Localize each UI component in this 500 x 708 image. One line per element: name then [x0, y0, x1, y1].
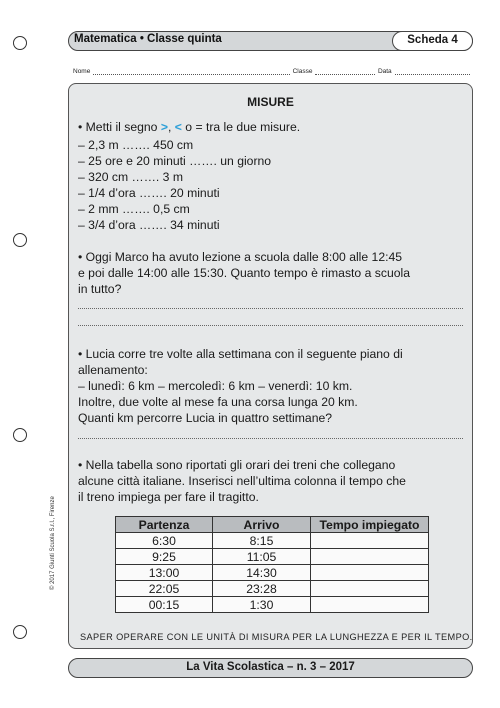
binder-hole-upper-middle [13, 233, 27, 247]
arrival-cell: 8:15 [213, 533, 311, 549]
copyright-notice: © 2017 Giunti Scuola S.r.l., Firenze [50, 496, 56, 590]
table-row [116, 533, 429, 549]
exercise-1-item: – 320 cm ……. 3 m [78, 170, 183, 184]
name-label: Nome [73, 68, 91, 75]
student-info-line [73, 68, 473, 75]
departure-cell: 22:05 [116, 581, 213, 597]
exercise-1-instruction: • Metti il segno >, < o = tra le due misure. [78, 120, 301, 134]
exercise-1-item: – 2 mm ……. 0,5 cm [78, 202, 190, 216]
worksheet-title: MISURE [247, 95, 294, 109]
departure-cell: 9:25 [116, 549, 213, 565]
sheet-number-tab: Scheda 4 [392, 31, 473, 51]
exercise-4-instruction: • Nella tabella sono riportati gli orari dei treni che collegano alcune città italiane. Inserisci nell’ultima colonna il tempo che il treno impiega per fare il tragitto. [78, 458, 406, 504]
departure-cell: 13:00 [116, 565, 213, 581]
time-taken-cell[interactable] [311, 581, 429, 597]
greater-than-sign: > [160, 120, 168, 134]
table-row [116, 549, 429, 565]
arrival-cell: 11:05 [213, 549, 311, 565]
departure-header: Partenza [116, 517, 213, 533]
exercise-1-item: – 1/4 d’ora ……. 20 minuti [78, 186, 220, 200]
binder-hole-bottom [13, 625, 27, 639]
departure-cell: 00:15 [116, 597, 213, 613]
date-label: Data [377, 68, 392, 75]
exercise-1-item: – 3/4 d’ora ……. 34 minuti [78, 218, 220, 232]
exercise-1-item: – 25 ore e 20 minuti ……. un giorno [78, 154, 272, 168]
time-taken-cell[interactable] [311, 533, 429, 549]
time-taken-cell[interactable] [311, 597, 429, 613]
name-field[interactable] [93, 69, 289, 75]
binder-hole-top [13, 36, 27, 50]
learning-objective: SAPER OPERARE CON LE UNITÀ DI MISURA PER LA LUNGHEZZA E PER IL TEMPO. [80, 632, 473, 642]
time-taken-cell[interactable] [311, 565, 429, 581]
exercise-2-answer-line[interactable] [78, 325, 463, 326]
header-title: Matematica • Classe quinta [74, 33, 222, 45]
arrival-cell: 14:30 [213, 565, 311, 581]
date-field[interactable] [395, 69, 470, 75]
arrival-cell: 1:30 [213, 597, 311, 613]
exercise-1-item: – 2,3 m ……. 450 cm [78, 138, 194, 152]
table-row [116, 565, 429, 581]
exercise-3-answer-line[interactable] [78, 438, 463, 439]
departure-cell: 6:30 [116, 533, 213, 549]
arrival-cell: 23:28 [213, 581, 311, 597]
class-field[interactable] [315, 69, 374, 75]
footer-publication: La Vita Scolastica – n. 3 – 2017 [186, 661, 355, 673]
time-taken-header: Tempo impiegato [311, 517, 429, 533]
exercise-3-problem: • Lucia corre tre volte alla settimana con il seguente piano di allenamento: – lunedì: 6 km – mercoledì: 6 km – venerdì: 10 km. Inoltre, due volte al mese fa una corsa lunga 20 km. Quanti km percorre Lucia in quattro settimane? [78, 346, 463, 426]
table-row [116, 597, 429, 613]
less-than-sign: < [174, 120, 182, 134]
table-row [116, 581, 429, 597]
table-header-row [116, 517, 429, 533]
equals-sign: = [195, 120, 203, 134]
time-taken-cell[interactable] [311, 549, 429, 565]
class-label: Classe [292, 68, 313, 75]
train-schedule-table [115, 516, 429, 613]
training-plan: – lunedì: 6 km – mercoledì: 6 km – venerdì: 10 km. [78, 379, 353, 393]
exercise-2-answer-line[interactable] [78, 308, 463, 309]
exercise-2-problem: • Oggi Marco ha avuto lezione a scuola dalle 8:00 alle 12:45 e poi dalle 14:00 alle 15:30. Quanto tempo è rimasto a scuola in tutto? [78, 250, 410, 296]
binder-hole-lower-middle [13, 428, 27, 442]
arrival-header: Arrivo [213, 517, 311, 533]
